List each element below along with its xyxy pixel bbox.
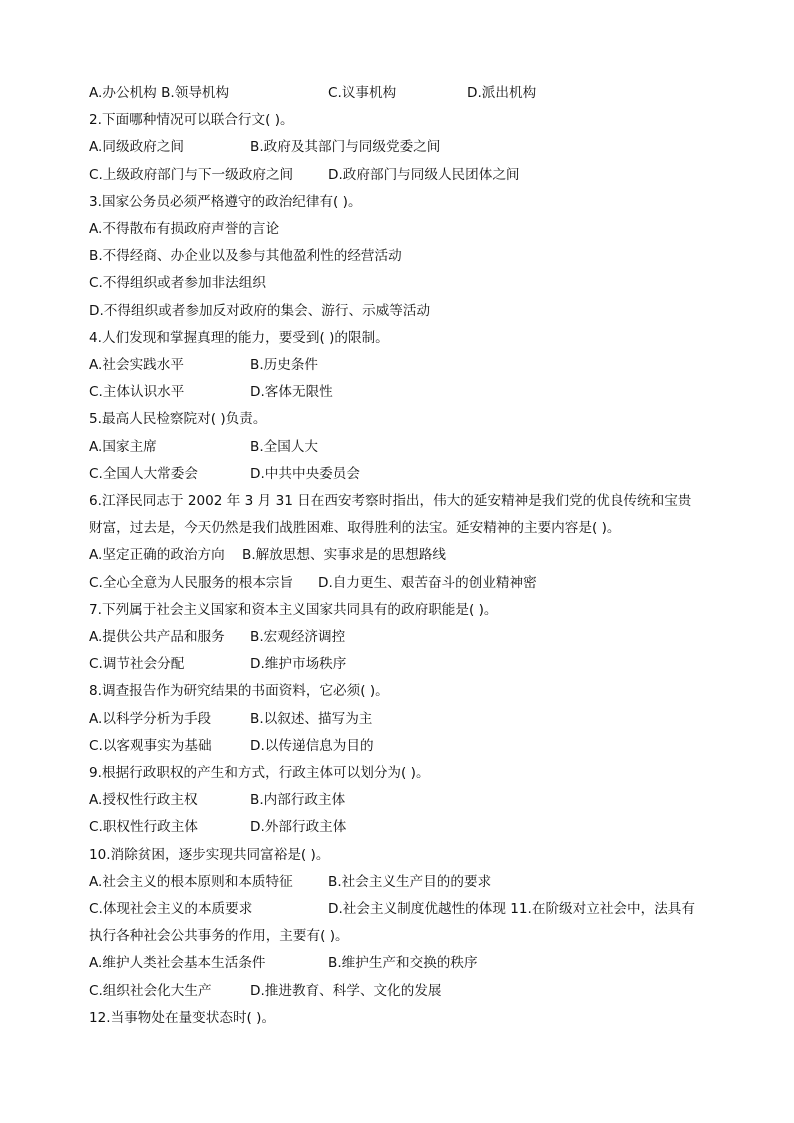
answer-option: D.以传递信息为目的	[250, 737, 374, 754]
answer-option: A.社会实践水平	[89, 357, 184, 373]
answer-option: B.政府及其部门与同级党委之间	[250, 139, 441, 156]
answer-option: A.国家主席	[89, 438, 157, 455]
answer-option: C.组织社会化大生产	[89, 982, 212, 999]
answer-option: A.以科学分析为手段	[89, 710, 212, 727]
question-line: B.不得经商、办企业以及参与其他盈利性的经营活动	[89, 248, 402, 265]
answer-option: C.体现社会主义的本质要求	[89, 901, 253, 917]
answer-option: D.派出机构	[467, 85, 537, 101]
answer-option: D.社会主义制度优越性的体现 11.在阶级对立社会中，法具有	[328, 901, 695, 917]
question-line: D.不得组织或者参加反对政府的集会、游行、示威等活动	[89, 302, 431, 319]
question-line: 3.国家公务员必须严格遵守的政治纪律有( )。	[89, 193, 362, 210]
answer-option: C.全心全意为人民服务的根本宗旨	[89, 574, 294, 591]
answer-option: A.同级政府之间	[89, 139, 184, 156]
answer-option: D.政府部门与同级人民团体之间	[328, 166, 520, 183]
question-line: 10.消除贫困，逐步实现共同富裕是( )。	[89, 846, 330, 863]
answer-option: D.客体无限性	[250, 384, 333, 401]
answer-option: B.以叙述、描写为主	[250, 710, 373, 727]
answer-option: A.维护人类社会基本生活条件	[89, 955, 266, 972]
question-line: 财富，过去是，今天仍然是我们战胜困难、取得胜利的法宝。延安精神的主要内容是( )。	[89, 520, 621, 537]
answer-option: B.维护生产和交换的秩序	[328, 955, 478, 972]
answer-option: C.职权性行政主体	[89, 819, 198, 836]
question-line: 执行各种社会公共事务的作用，主要有( )。	[89, 928, 349, 945]
question-line: 2.下面哪种情况可以联合行文( )。	[89, 112, 294, 129]
answer-option: B.宏观经济调控	[250, 629, 346, 645]
answer-option: A.社会主义的根本原则和本质特征	[89, 873, 293, 890]
answer-option: C.全国人大常委会	[89, 465, 198, 482]
answer-option: C.主体认识水平	[89, 384, 185, 401]
answer-option: D.中共中央委员会	[250, 465, 360, 482]
answer-option: B.全国人大	[250, 438, 319, 455]
answer-option: A.坚定正确的政治方向	[89, 547, 225, 564]
question-line: 12.当事物处在量变状态时( )。	[89, 1009, 276, 1026]
answer-option: B.社会主义生产目的的要求	[328, 873, 492, 890]
answer-option: A.提供公共产品和服务	[89, 629, 225, 645]
answer-option: C.以客观事实为基础	[89, 737, 212, 754]
answer-option: D.推进教育、科学、文化的发展	[250, 982, 442, 999]
answer-option: C.上级政府部门与下一级政府之间	[89, 166, 294, 183]
answer-option: C.调节社会分配	[89, 656, 185, 673]
question-line: 7.下列属于社会主义国家和资本主义国家共同具有的政府职能是( )。	[89, 601, 498, 618]
question-line: A.不得散布有损政府声誉的言论	[89, 221, 280, 237]
answer-option: D.自力更生、艰苦奋斗的创业精神密	[318, 574, 537, 591]
answer-option: B.历史条件	[250, 357, 319, 373]
question-line: C.不得组织或者参加非法组织	[89, 275, 266, 292]
answer-option: D.维护市场秩序	[250, 656, 347, 673]
question-line: 9.根据行政职权的产生和方式，行政主体可以划分为( )。	[89, 765, 430, 781]
answer-option: B.内部行政主体	[250, 792, 346, 809]
question-line: 5.最高人民检察院对( )负责。	[89, 411, 267, 428]
question-line: 6.江泽民同志于 2002 年 3 月 31 日在西安考察时指出，伟大的延安精神是我们党的优良传统和宝贵	[89, 493, 692, 509]
question-line: 8.调查报告作为研究结果的书面资料，它必须( )。	[89, 683, 389, 700]
answer-option: D.外部行政主体	[250, 819, 347, 836]
answer-option: C.议事机构	[328, 85, 397, 101]
question-line: 4.人们发现和掌握真理的能力，要受到( )的限制。	[89, 329, 389, 346]
answer-option: B.解放思想、实事求是的思想路线	[242, 547, 446, 564]
answer-option: A.办公机构 B.领导机构	[89, 85, 230, 101]
answer-option: A.授权性行政主权	[89, 792, 198, 809]
